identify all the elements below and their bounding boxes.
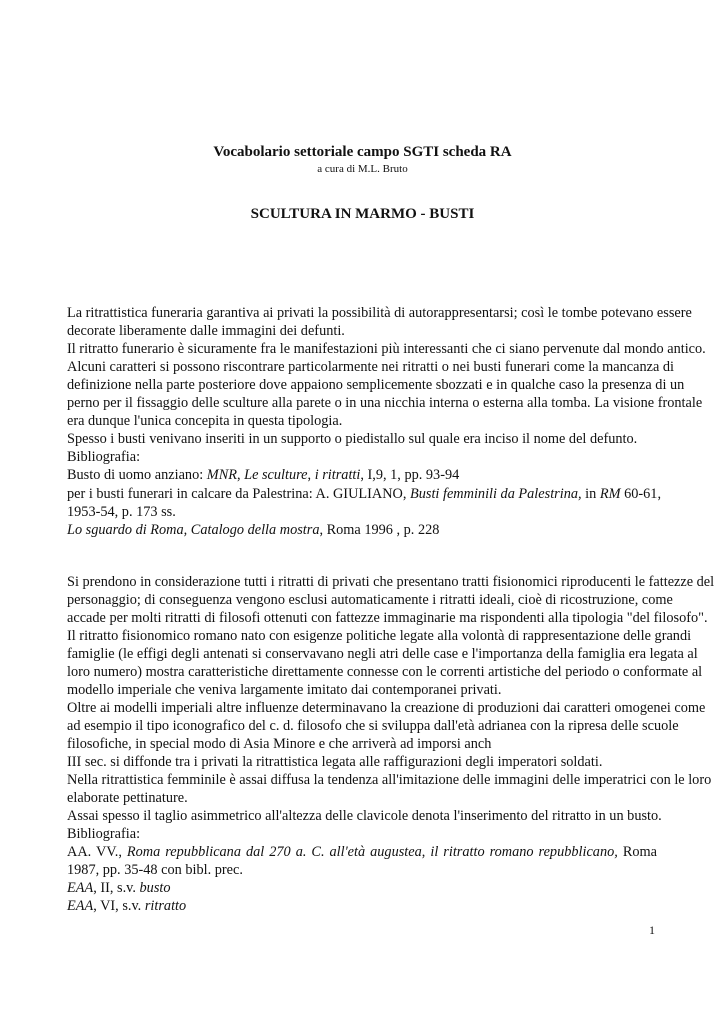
paragraph-line: Assai spesso il taglio asimmetrico all'altezza delle clavicole denota l'inserimento del ritratto in un busto. xyxy=(67,808,662,824)
paragraph-line: La ritrattistica funeraria garantiva ai privati la possibilità di autorappresentarsi; così le tombe potevano essere xyxy=(67,305,692,321)
paragraph-line: perno per il fissaggio delle sculture alla parete o in una nicchia interna o esterna alla tomba. La visione frontale xyxy=(67,395,703,411)
paragraph-line: loro numero) mostra caratteristiche direttamente connesse con le correnti artistiche del periodo o conformate al xyxy=(67,664,703,680)
paragraph-line: Oltre ai modelli imperiali altre influenze determinavano la creazione di produzioni dai caratteri omogenei come xyxy=(67,700,706,716)
paragraph-line: era dunque l'unica concepita in questa tipologia. xyxy=(67,413,343,429)
paragraph-line: definizione nella parte posteriore dove appaiono semplicemente sbozzati e in qualche caso la presenza di un xyxy=(67,377,685,393)
paragraph-line: accade per molti ritratti di filosofi ottenuti con fattezze immaginarie ma rispondenti alla tipologia "del filosofo". xyxy=(67,610,708,626)
paragraph-line: ad esempio il tipo iconografico del c. d. filosofo che si sviluppa dall'età adrianea con la ripresa delle scuole xyxy=(67,718,679,734)
section-heading: SCULTURA IN MARMO - BUSTI xyxy=(250,206,475,222)
paragraph-line: famiglie (le effigi degli antenati si conservavano negli atri delle case e l'importanza della famiglia era legata al xyxy=(67,646,698,662)
bibliography-entry: 1953-54, p. 173 ss. xyxy=(67,504,176,520)
document-title: Vocabolario settoriale campo SGTI scheda RA xyxy=(213,144,512,160)
bibliography-label: Bibliografia: xyxy=(67,826,141,842)
bibliography-entry: EAA, VI, s.v. ritratto xyxy=(67,898,187,914)
paragraph-line: Il ritratto funerario è sicuramente fra le manifestazioni più interessanti che ci siano pervenute dal mondo antico. xyxy=(67,341,706,357)
bibliography-entry: Lo sguardo di Roma, Catalogo della mostra, Roma 1996 , p. 228 xyxy=(67,522,440,538)
bibliography-entry: AA. VV., Roma repubblicana dal 270 a. C. all'età augustea, il ritratto romano repubblicano, Roma xyxy=(67,844,657,860)
paragraph-line: modello imperiale che veniva largamente imitato dai contemporanei privati. xyxy=(67,682,502,698)
paragraph-line: personaggio; di conseguenza vengono esclusi automaticamente i ritratti ideali, cioè di ricostruzione, come xyxy=(67,592,673,608)
bibliography-entry: EAA, II, s.v. busto xyxy=(67,880,171,896)
document-author: a cura di M.L. Bruto xyxy=(317,163,408,175)
bibliography-entry: Busto di uomo anziano: MNR, Le sculture, i ritratti, I,9, 1, pp. 93-94 xyxy=(67,467,460,483)
paragraph-line: Si prendono in considerazione tutti i ritratti di privati che presentano tratti fisionomici riproducenti le fattezze del xyxy=(67,574,715,590)
paragraph-line: elaborate pettinature. xyxy=(67,790,188,806)
page-number: 1 xyxy=(649,923,655,937)
paragraph-line: III sec. si diffonde tra i privati la ritrattistica legata alle raffigurazioni degli imperatori soldati. xyxy=(67,754,603,770)
paragraph-line: Il ritratto fisionomico romano nato con esigenze politiche legate alla volontà di rappresentazione delle grandi xyxy=(67,628,692,644)
bibliography-label: Bibliografia: xyxy=(67,449,141,465)
bibliography-entry: 1987, pp. 35-48 con bibl. prec. xyxy=(67,862,243,878)
bibliography-entry: per i busti funerari in calcare da Palestrina: A. GIULIANO, Busti femminili da Palestrina, in RM 60-61, xyxy=(67,486,662,502)
paragraph-line: Spesso i busti venivano inseriti in un supporto o piedistallo sul quale era inciso il nome del defunto. xyxy=(67,431,638,447)
paragraph-line: Nella ritrattistica femminile è assai diffusa la tendenza all'imitazione delle immagini delle imperatrici con le loro xyxy=(67,772,712,788)
paragraph-line: Alcuni caratteri si possono riscontrare particolarmente nei ritratti o nei busti funerari come la mancanza di xyxy=(67,359,674,375)
paragraph-line: filosofiche, in special modo di Asia Minore e che arriverà ad imporsi anch xyxy=(67,736,492,752)
paragraph-line: decorate liberamente dalle immagini dei defunti. xyxy=(67,323,345,339)
